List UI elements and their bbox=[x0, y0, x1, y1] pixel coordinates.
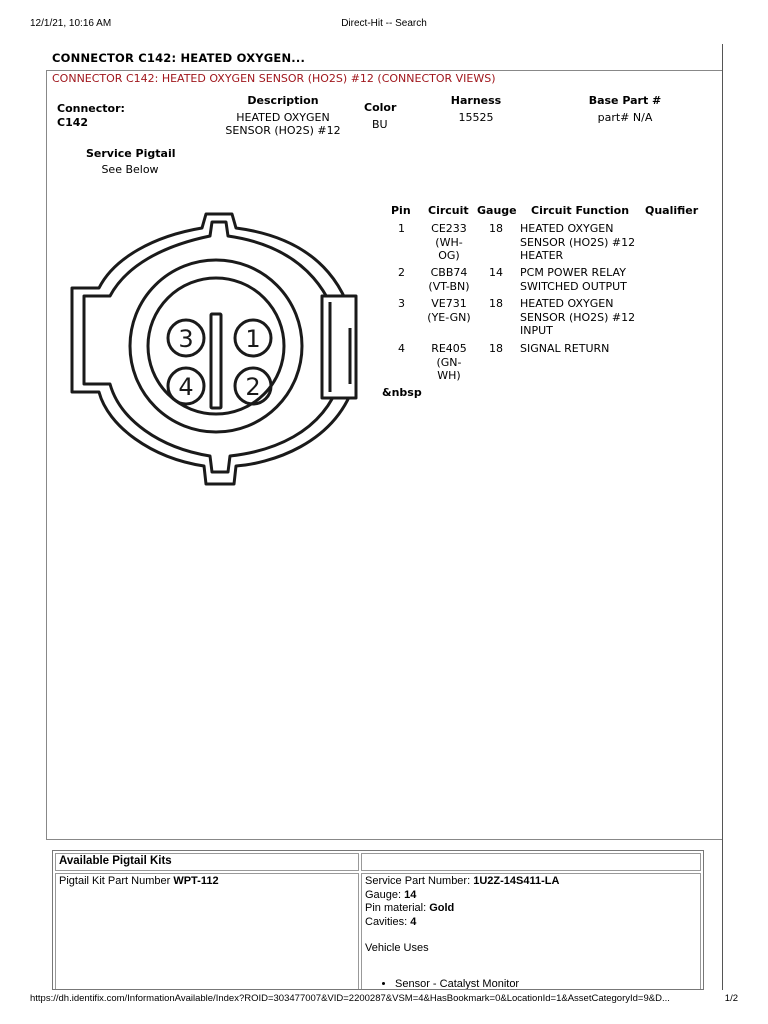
print-header bbox=[30, 18, 738, 32]
page-heading: CONNECTOR C142: HEATED OXYGEN... bbox=[52, 51, 306, 65]
table-row-1-gauge: 18 bbox=[489, 222, 503, 235]
circuit-line: (GN- bbox=[436, 355, 462, 369]
circuit-line: CBB74 bbox=[430, 266, 468, 279]
pin-material-value: Gold bbox=[429, 902, 455, 914]
description-value-line1: HEATED OXYGEN bbox=[236, 111, 330, 124]
list-item: • Sensor - Catalyst Monitor bbox=[395, 978, 697, 991]
pigtail-kits-heading-blank bbox=[361, 853, 701, 871]
circuit-line: (YE-GN) bbox=[427, 310, 471, 324]
vehicle-uses-label: Vehicle Uses bbox=[365, 942, 429, 954]
print-url: https://dh.identifix.com/InformationAvailable/Index?ROID=303477007&VID=2200287&VSM=4&HasBookmark=0&LocationId=1&AssetCategoryId=9&D... bbox=[30, 993, 670, 1004]
cavities-value: 4 bbox=[410, 915, 417, 928]
function-line: PCM POWER RELAY bbox=[520, 266, 626, 279]
base-part-label: Base Part # bbox=[588, 94, 662, 107]
gauge-header: Gauge bbox=[477, 204, 517, 217]
kit-part-number-label: Pigtail Kit Part Number bbox=[59, 875, 171, 887]
function-line: SENSOR (HO2S) #12 bbox=[520, 235, 636, 249]
gauge-label: Gauge: bbox=[365, 888, 402, 901]
pin-label-4: 4 bbox=[178, 373, 194, 401]
table-row-3-function bbox=[520, 297, 635, 338]
circuit-line: (WH- bbox=[435, 235, 463, 249]
harness-label: Harness bbox=[450, 94, 502, 107]
pin-header: Pin bbox=[391, 204, 411, 217]
table-row-2-circuit bbox=[420, 266, 478, 293]
pin-label-3: 3 bbox=[178, 325, 194, 353]
circuit-line: VE731 bbox=[431, 297, 467, 310]
service-part-label: Service Part Number: bbox=[365, 875, 471, 887]
function-line: SWITCHED OUTPUT bbox=[520, 279, 627, 293]
table-row-3-circuit bbox=[420, 297, 478, 324]
circuit-line: OG) bbox=[438, 249, 460, 262]
connector-outer-body bbox=[72, 214, 356, 484]
pigtail-kits-table bbox=[52, 850, 704, 990]
trailing-nbsp-text: &nbsp bbox=[382, 386, 422, 399]
service-part-row bbox=[365, 875, 697, 889]
content-frame-rule bbox=[722, 44, 723, 990]
gauge-row bbox=[365, 889, 697, 903]
function-line: HEATED OXYGEN bbox=[520, 222, 614, 235]
pin-label-1: 1 bbox=[245, 325, 261, 353]
qualifier-header: Qualifier bbox=[645, 204, 699, 217]
center-key-divider bbox=[211, 314, 221, 408]
circuit-header: Circuit bbox=[428, 204, 469, 217]
cavities-row bbox=[365, 916, 697, 930]
connector-view-title: CONNECTOR C142: HEATED OXYGEN SENSOR (HO2S) #12 (CONNECTOR VIEWS) bbox=[52, 72, 496, 85]
function-line: INPUT bbox=[520, 324, 553, 337]
print-page-number: 1/2 bbox=[724, 993, 738, 1004]
table-row-3-pin: 3 bbox=[398, 297, 405, 310]
function-line: SIGNAL RETURN bbox=[520, 342, 610, 355]
service-pigtail-label: Service Pigtail bbox=[86, 147, 176, 160]
function-line: HEATER bbox=[520, 249, 564, 262]
circuit-line: CE233 bbox=[431, 222, 467, 235]
pigtail-kits-heading: Available Pigtail Kits bbox=[55, 853, 359, 871]
mating-face-outline bbox=[130, 260, 302, 432]
table-row-4-gauge: 18 bbox=[489, 342, 503, 355]
print-datetime: 12/1/21, 10:16 AM bbox=[30, 18, 112, 29]
circuit-line: WH) bbox=[437, 369, 461, 382]
color-value: BU bbox=[372, 118, 388, 131]
color-label: Color bbox=[364, 101, 397, 114]
kit-part-number-value: WPT-112 bbox=[173, 875, 219, 887]
table-row-2-function bbox=[520, 266, 627, 293]
harness-value: 15525 bbox=[458, 111, 494, 124]
pigtail-kit-part-cell bbox=[55, 873, 359, 990]
pin-material-row bbox=[365, 902, 697, 916]
circuit-line: (VT-BN) bbox=[428, 279, 470, 293]
vehicle-uses-list bbox=[395, 978, 697, 991]
circuit-line: RE405 bbox=[431, 342, 467, 355]
print-page-title: Direct-Hit -- Search bbox=[341, 18, 427, 29]
function-line: SENSOR (HO2S) #12 bbox=[520, 310, 636, 324]
table-row-1-circuit bbox=[420, 222, 478, 263]
gauge-value: 14 bbox=[404, 888, 417, 901]
table-row-3-gauge: 18 bbox=[489, 297, 503, 310]
circuit-function-header: Circuit Function bbox=[531, 204, 630, 217]
description-label: Description bbox=[247, 94, 319, 107]
pigtail-details-cell bbox=[361, 873, 701, 990]
cavities-label: Cavities: bbox=[365, 915, 408, 928]
service-pigtail-value: See Below bbox=[101, 163, 159, 176]
connector-label: Connector: bbox=[57, 102, 125, 115]
table-row-1-pin: 1 bbox=[398, 222, 405, 235]
description-value-line2: SENSOR (HO2S) #12 bbox=[225, 124, 341, 137]
pin-label-2: 2 bbox=[245, 373, 261, 401]
connector-value: C142 bbox=[57, 116, 89, 129]
function-line: HEATED OXYGEN bbox=[520, 297, 614, 310]
base-part-value: part# N/A bbox=[597, 111, 653, 124]
table-row-4-function bbox=[520, 342, 609, 356]
pin-material-label: Pin material: bbox=[365, 902, 427, 914]
table-row-4-circuit bbox=[420, 342, 478, 383]
table-row-2-pin: 2 bbox=[398, 266, 405, 279]
table-row-1-function bbox=[520, 222, 635, 263]
table-row-4-pin: 4 bbox=[398, 342, 405, 355]
service-part-value: 1U2Z-14S411-LA bbox=[473, 875, 560, 887]
table-row-2-gauge: 14 bbox=[489, 266, 503, 279]
connector-face-diagram bbox=[66, 206, 366, 486]
